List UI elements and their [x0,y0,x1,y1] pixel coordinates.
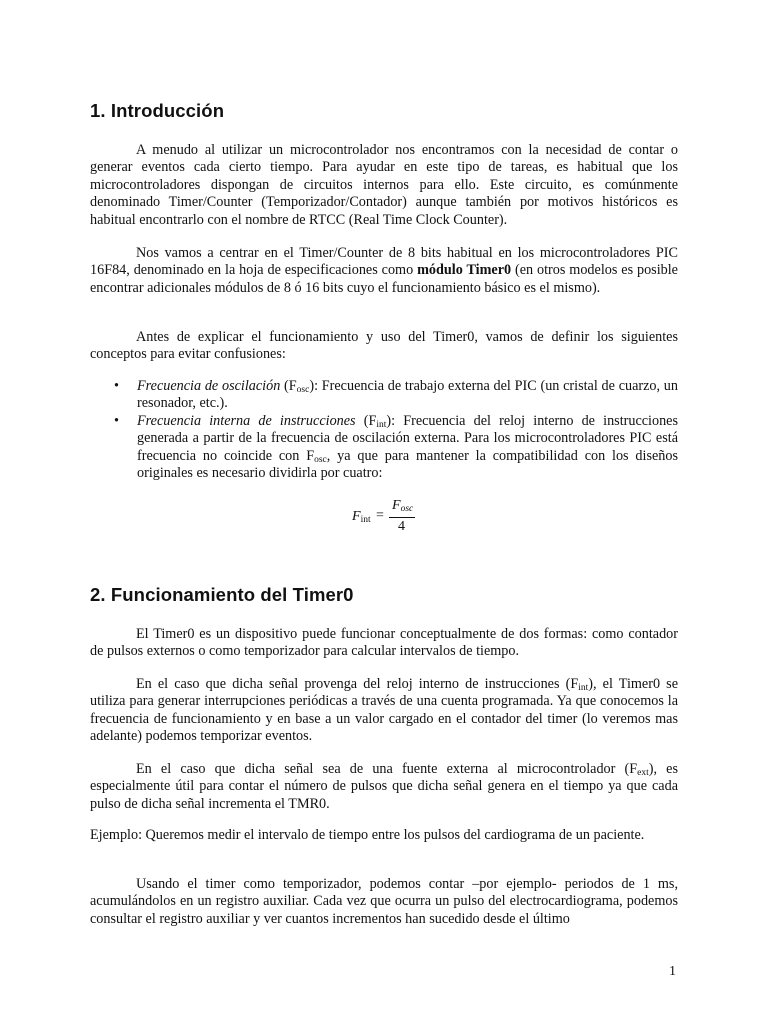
paragraph-example: Ejemplo: Queremos medir el intervalo de tiempo entre los pulsos del cardiograma de un paciente. [90,827,645,843]
fraction-bar [389,517,415,518]
paragraph-timer-usage: Usando el timer como temporizador, podemos contar –por ejemplo- periodos de 1 ms, acumulándolos en un registro auxiliar. Cada vez que ocurra un pulso del electrocardiograma, podemos consultar el registro auxiliar y ver cuantos incrementos han sucedido desde el último [90,876,678,927]
formula-equals: = [376,508,384,523]
formula-lhs: $F_{int}$ [352,509,371,525]
paragraph-internal-clock: En el caso que dicha señal provenga del reloj interno de instrucciones $(F_{int})$, el Timer0 se utiliza para generar interrupciones periódicas a través de una cuenta programada. Ya que conocemos la frecuencia de funcionamiento y en base a un valor cargado en el contador del timer (lo veremos mas adelante) podemos temporizar eventos. [90,676,678,745]
paragraph-timer-counter: Nos vamos a centrar en el Timer/Counter de 8 bits habitual en los microcontroladores PIC 16F84, denominado en la hoja de especificaciones como módulo Timer0 (en otros modelos es posible encontrar adicionales módulos de 8 ó 16 bits cuyo el funcionamiento básico es el mismo). [90,245,678,296]
formula-fint [352,498,422,538]
paragraph-concepts: Antes de explicar el funcionamiento y uso del Timer0, vamos de definir los siguientes conceptos para evitar confusiones: [90,329,678,363]
page-number: 1 [669,964,676,979]
paragraph-intro: A menudo al utilizar un microcontrolador nos encontramos con la necesidad de contar o generar eventos cada cierto tiempo. Para ayudar en este tipo de tareas, es habitual que los microcontroladores dispongan de circuitos internos para ello. Este circuito, es comúnmente denominado Timer/Counter (Temporizador/Contador) aunque también por motivos históricos es habitual encontrarlo con el nombre de RTCC (Real Time Clock Counter). [90,142,678,228]
paragraph-timer0-modes: El Timer0 es un dispositivo puede funcionar conceptualmente de dos formas: como contador de pulsos externos o como temporizador para calcular intervalos de tiempo. [90,626,678,660]
bold-term-modulo-timer0: módulo Timer0 [417,262,512,279]
paragraph-external-source: En el caso que dicha señal sea de una fuente externa al microcontrolador $(F_{ext})$, es especialmente útil para contar el número de pulsos que dicha señal genera en el tiempo ya que cada pulso de dicha señal incrementa el TMR0. [90,761,678,812]
formula-numerator: $F_{osc}$ [392,498,414,514]
bullet-list [90,378,678,482]
section-heading-introduccion: 1. Introducción [90,100,225,121]
bullet-icon: • [114,378,119,394]
bullet-icon: • [114,412,119,429]
bullet-item-frecuencia-oscilacion: • Frecuencia de oscilación $(F_{osc})$: Frecuencia de trabajo externa del PIC (un cristal de cuarzo, un resonador, etc.). [114,378,678,412]
bullet-item-frecuencia-interna: • Frecuencia interna de instrucciones $(F_{int})$: Frecuencia del reloj interno de instrucciones generada a partir de la frecuencia de oscilación externa. Para los microcontroladores PIC está frecuencia no coincide con $F_{osc}$, ya que para mantener la compatibilidad con los diseños originales es necesario dividirla por cuatro: [114,412,678,482]
section-heading-funcionamiento: 2. Funcionamiento del Timer0 [90,584,354,605]
formula-denominator: 4 [398,519,405,534]
